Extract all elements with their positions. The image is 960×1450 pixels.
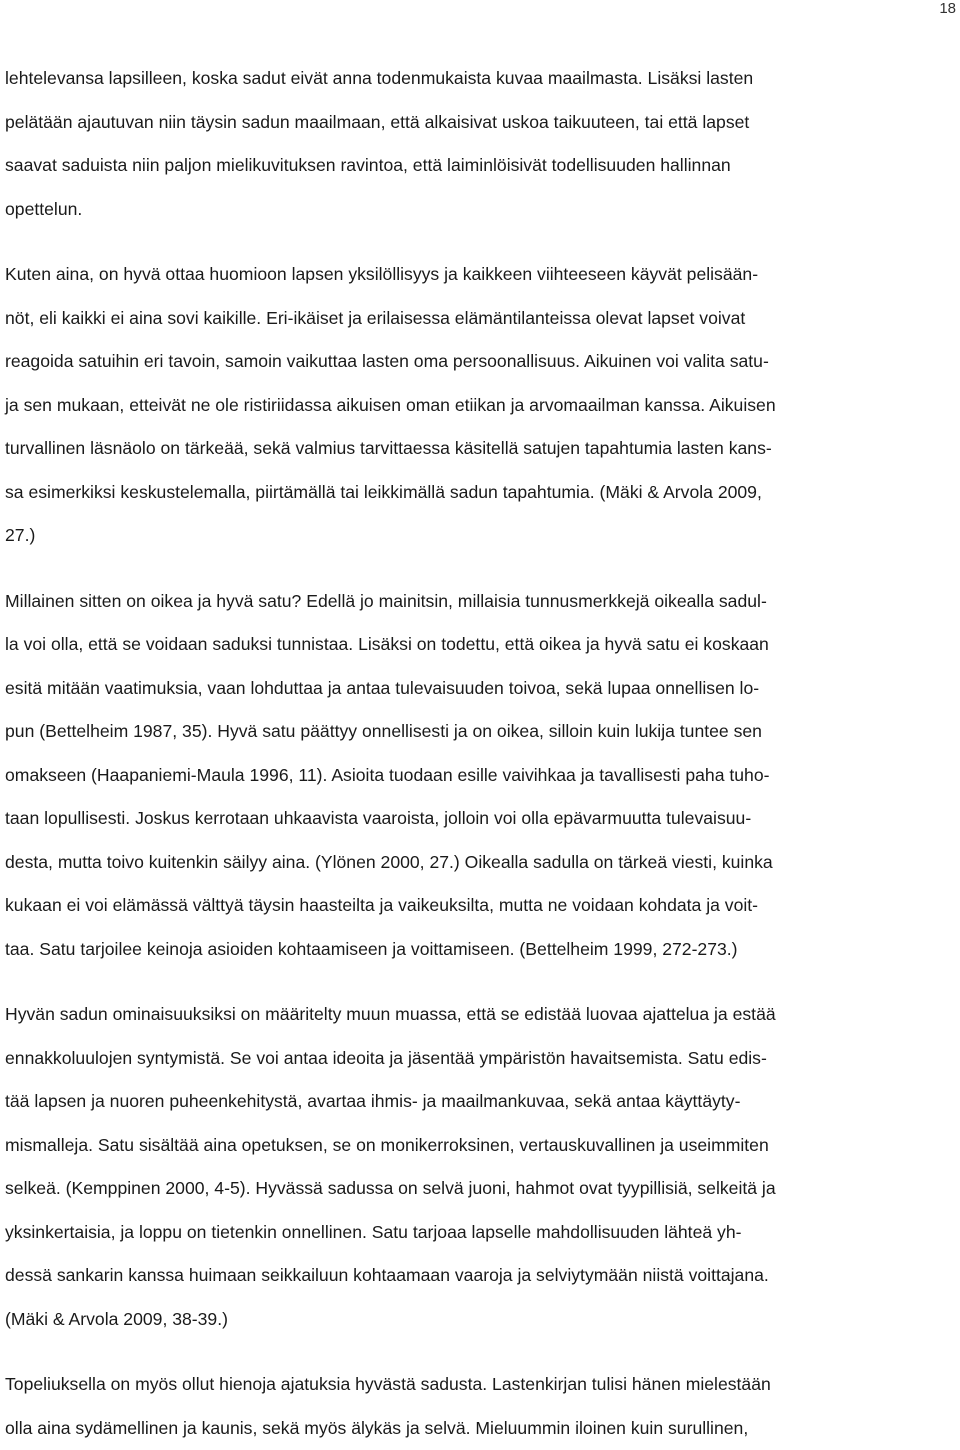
paragraph-gap [5, 1341, 957, 1363]
page-number: 18 [939, 0, 956, 18]
paragraph-gap [5, 231, 957, 253]
text-line: sa esimerkiksi keskustelemalla, piirtämällä tai leikkimällä sadun tapahtumia. (Mäki & Arvola 2009, [5, 471, 957, 515]
text-line: 27.) [5, 514, 957, 558]
paragraph-gap [5, 971, 957, 993]
text-line: tää lapsen ja nuoren puheenkehitystä, avartaa ihmis- ja maailmankuvaa, sekä antaa käyttäyty- [5, 1080, 957, 1124]
paragraph-5 [5, 1363, 957, 1450]
text-line: la voi olla, että se voidaan saduksi tunnistaa. Lisäksi on todettu, että oikea ja hyvä satu ei koskaan [5, 623, 957, 667]
text-line: Millainen sitten on oikea ja hyvä satu? Edellä jo mainitsin, millaisia tunnusmerkkejä oikealla sadul- [5, 580, 957, 624]
text-line: Kuten aina, on hyvä ottaa huomioon lapsen yksilöllisyys ja kaikkeen viihteeseen käyvät pelisään- [5, 253, 957, 297]
text-line: mismalleja. Satu sisältää aina opetuksen, se on monikerroksinen, vertauskuvallinen ja useimmiten [5, 1124, 957, 1168]
paragraph-2 [5, 253, 957, 558]
text-line: dessä sankarin kanssa huimaan seikkailuun kohtaamaan vaaroja ja selviytymään niistä voittajana. [5, 1254, 957, 1298]
document-body [5, 57, 957, 1450]
text-line: pelätään ajautuvan niin täysin sadun maailmaan, että alkaisivat uskoa taikuuteen, tai että lapset [5, 101, 957, 145]
text-line: olla aina sydämellinen ja kaunis, sekä myös älykäs ja selvä. Mieluummin iloinen kuin surullinen, [5, 1407, 957, 1450]
paragraph-1 [5, 57, 957, 231]
text-line: omakseen (Haapaniemi-Maula 1996, 11). Asioita tuodaan esille vaivihkaa ja tavallisesti paha tuho- [5, 754, 957, 798]
text-line: pun (Bettelheim 1987, 35). Hyvä satu päättyy onnellisesti ja on oikea, silloin kuin lukija tuntee sen [5, 710, 957, 754]
text-line: Hyvän sadun ominaisuuksiksi on määritelty muun muassa, että se edistää luovaa ajattelua ja estää [5, 993, 957, 1037]
text-line: reagoida satuihin eri tavoin, samoin vaikuttaa lasten oma persoonallisuus. Aikuinen voi valita satu- [5, 340, 957, 384]
text-line: (Mäki & Arvola 2009, 38-39.) [5, 1298, 957, 1342]
text-line: yksinkertaisia, ja loppu on tietenkin onnellinen. Satu tarjoaa lapselle mahdollisuuden lähteä yh- [5, 1211, 957, 1255]
text-line: opettelun. [5, 188, 957, 232]
text-line: esitä mitään vaatimuksia, vaan lohduttaa ja antaa tulevaisuuden toivoa, sekä lupaa onnellisen lo- [5, 667, 957, 711]
text-line: turvallinen läsnäolo on tärkeää, sekä valmius tarvittaessa käsitellä satujen tapahtumia lasten kans- [5, 427, 957, 471]
text-line: taa. Satu tarjoilee keinoja asioiden kohtaamiseen ja voittamiseen. (Bettelheim 1999, 272-273.) [5, 928, 957, 972]
text-line: saavat saduista niin paljon mielikuvituksen ravintoa, että laiminlöisivät todellisuuden hallinnan [5, 144, 957, 188]
text-line: taan lopullisesti. Joskus kerrotaan uhkaavista vaaroista, jolloin voi olla epävarmuutta tulevaisuu- [5, 797, 957, 841]
paragraph-3 [5, 580, 957, 972]
text-line: lehtelevansa lapsilleen, koska sadut eivät anna todenmukaista kuvaa maailmasta. Lisäksi lasten [5, 57, 957, 101]
text-line: desta, mutta toivo kuitenkin säilyy aina. (Ylönen 2000, 27.) Oikealla sadulla on tärkeä viesti, kuinka [5, 841, 957, 885]
text-line: kukaan ei voi elämässä välttyä täysin haasteilta ja vaikeuksilta, mutta ne voidaan kohdata ja voit- [5, 884, 957, 928]
text-line: ennakkoluulojen syntymistä. Se voi antaa ideoita ja jäsentää ympäristön havaitsemista. Satu edis- [5, 1037, 957, 1081]
text-line: Topeliuksella on myös ollut hienoja ajatuksia hyvästä sadusta. Lastenkirjan tulisi hänen mielestään [5, 1363, 957, 1407]
text-line: ja sen mukaan, etteivät ne ole ristiriidassa aikuisen oman etiikan ja arvomaailman kanssa. Aikuisen [5, 384, 957, 428]
text-line: selkeä. (Kemppinen 2000, 4-5). Hyvässä sadussa on selvä juoni, hahmot ovat tyypillisiä, selkeitä ja [5, 1167, 957, 1211]
paragraph-4 [5, 993, 957, 1341]
paragraph-gap [5, 558, 957, 580]
text-line: nöt, eli kaikki ei aina sovi kaikille. Eri-ikäiset ja erilaisessa elämäntilanteissa olevat lapset voivat [5, 297, 957, 341]
